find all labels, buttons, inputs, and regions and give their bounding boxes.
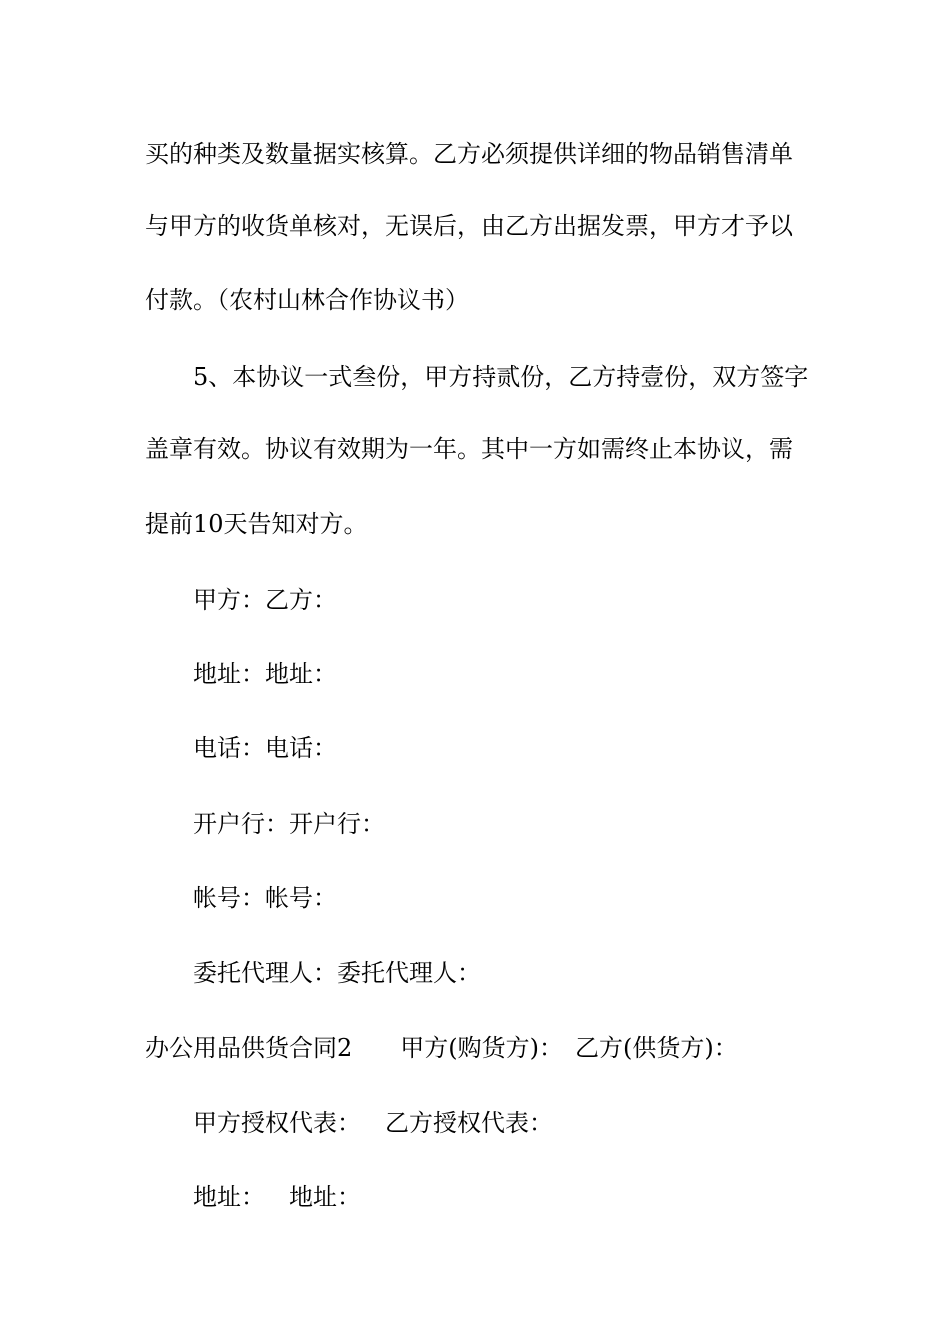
- contract2-party-b: 乙方(供货方)：: [575, 1034, 738, 1062]
- paragraph-1-line-1: 买的种类及数量据实核算。乙方必须提供详细的物品销售清单: [145, 140, 793, 168]
- phone-line: 电话：电话：: [193, 734, 337, 762]
- contract2-rep-line: [193, 1108, 553, 1138]
- paragraph-2-line-2: 盖章有效。协议有效期为一年。其中一方如需终止本协议，需: [145, 435, 793, 463]
- address-line: 地址：地址：: [193, 660, 337, 688]
- contract2-rep-a: 甲方授权代表：: [193, 1109, 361, 1137]
- agent-line: 委托代理人：委托代理人：: [193, 959, 481, 987]
- contract2-title: 办公用品供货合同2: [145, 1034, 353, 1062]
- party-line: 甲方：乙方：: [193, 586, 337, 614]
- paragraph-1-line-2: 与甲方的收货单核对，无误后，由乙方出据发票，甲方才予以: [145, 212, 793, 240]
- contract2-address-line: [193, 1182, 361, 1212]
- contract2-addr-b: 地址：: [289, 1183, 361, 1211]
- bank-line: 开户行：开户行：: [193, 810, 385, 838]
- contract2-rep-b: 乙方授权代表：: [385, 1109, 553, 1137]
- paragraph-2-line-3: 提前10天告知对方。: [145, 510, 368, 538]
- paragraph-1-line-3: 付款。（农村山林合作协议书）: [145, 286, 469, 314]
- paragraph-2-line-1: 5、本协议一式叁份，甲方持贰份，乙方持壹份，双方签字: [193, 363, 809, 391]
- contract2-header-line: [145, 1033, 738, 1063]
- account-line: 帐号：帐号：: [193, 884, 337, 912]
- contract2-addr-a: 地址：: [193, 1183, 265, 1211]
- contract2-party-a: 甲方(购货方)：: [400, 1034, 564, 1062]
